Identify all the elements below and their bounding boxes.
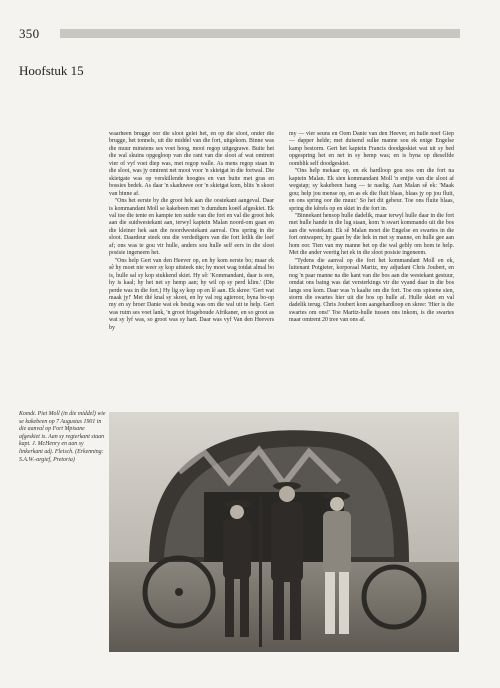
photo-illustration — [109, 412, 459, 652]
chapter-title: Hoofstuk 15 — [19, 63, 84, 78]
text-column-right — [289, 131, 454, 383]
paragraph: ''Binnekant hensop hulle dadelik, maar terwyl hulle daar in die fort met hulle hande in die lug staan, kom 'n swart kommando uit die bos aan die westekant. Ek sê Malan moet die Engelse en swartes in die fort ontwapen; hy gaan by die hek in met sy manne, en hulle gee aan hom oor. Tien van my manne het op die wal gebly om hom te help. Met die ander veertig het ek in die sloot posisie ingeneem. — [289, 212, 454, 257]
paragraph: ''Tydens die aanval op die fort het kommandant Moll en ek, luitenant Potgieter, korporaal Maritz, my adjudant Chris Joubert, en nog 'n paar manne na die kant van die bos aan die westekant gestuur, omdat ons baing was dat versterkings vir die vyand daar in die bos langs sou kom. Daar was 'n kaalte om die fort. Toe ons spioene sien, storm die swartes hier uit die bos op hulle af. Hulle skiet en val dadelik terug. Chris Joubert kom aangehardloop en skree: 'Hier is die swartes om ons!' Toe Maritz-hulle tussen ons inkom, is die swartes maar omtrent 20 tree van ons af. — [289, 257, 454, 324]
paragraph: ''Ons help mekaar op, en ek hardloop gou oos om die fort na kaptein Malan. Ek sien kommandant Moll 'n entjie van die sloot af wegstap; sy kakebeen hang — te naelig. Aan Malan sê ek: 'Maak gou; help jou mense op, en as ek die fluit blaas, blaas jy op jou fluit, en ons spring oor die muur.' So het dit gebeur. Toe ons fluite blaas, spring die kêrels op en skiet in die fort in. — [289, 168, 454, 212]
paragraph: ''Ons het eerste by die groot hek aan die oostekant aangeval. Daar is kommandant Moll se kakebeen met 'n dumdum koeël afgeskiet. Ek val toe die tente en kampie ten suide van die fort en val die groot hek aan die suidwestekant aan, terwyl kaptein Malan noord-om gaan en die kleiner hek aan die noordwestekant aanval. Ons spring in die sloot. Daardeur steek ons die verdedigers van die fort letlik die loef af; ons was te gou vir hulle, anders sou hulle self eers in die sloot posisie ingeneem het. — [109, 198, 274, 257]
paragraph: ''Ons help Gert van den Heever op, en hy kom eerste bo; maar ek sê hy moet nie weer sy kop uitsteek nie; hy moet wag totdat almal bo is, hulle sal sy kop stukkend skiet. Hy sê: 'Kommandant, daar is een, hy is kaal; hy het net sy hemp aan; hy wil op sy perd klim.' (Die perde was in die fort.) Hy lig sy kop op en lê aan. Ek skree: 'Gert wat maak jy!' Met dié knal sy skoot, en hy val reg agteroor, byna bo-op my en sy broer Danie wat ek bestig was om die wal uit te help. Gert was ruim ses voet lank, 'n groot frisgeboude Afrikaner, en so groot as wat sy lyf was, so groot was sy hart. Daar was vyf Van den Heevers by — [109, 257, 274, 331]
page-number: 350 — [19, 26, 40, 41]
photo-caption: Komdt. Piet Moll (in die middel) wie se kakebeen op 7 Augustus 1901 in die aanval op Fort Mpisane afgeskiet is. Aan sy regterkant staan kapt. J. McHenry en aan sy linkerkant adj. Fleisch. (Erkenning: S.A.W.-argief, Pretoria) — [19, 411, 106, 463]
paragraph: waarheen brugge oor die sloot gelei het, en op die sloot, onder die brugge, het tonnels, uit die middel van die fort, uitgekom. Binne was die muur minstens ses voet hoog, mooi regop uitgegrawe. Buite het die wal skuins opgegloop van die rant van die sloot af wat omtrent vier of vyf voet diep was, met regop walle. As mens regop staan in die sloot, was jy omtrent net mooi voor 'n skietgat in die fortwal. Die skietgate was op verskillende hoogtes en van buite met gras en bossies bedek. As daar 'n skaduwee oor 'n skietgat kom, blits 'n skoot van binne af. — [109, 131, 274, 197]
historical-photo — [109, 412, 459, 652]
text-column-left — [109, 131, 274, 401]
paragraph: my — vier seuns en Oom Danie van den Heever, en hulle noef Giep — dapper helde; met duisend sulke manne sou ek enige Engelse kamp bestorm. Gert het kaptein Francis doodgeskiet wat uit sy bed opgespring het en net in sy hemp was; en is byna op dieselfde oomblik self doodgeskiet. — [289, 131, 454, 167]
header-rule — [60, 29, 460, 38]
